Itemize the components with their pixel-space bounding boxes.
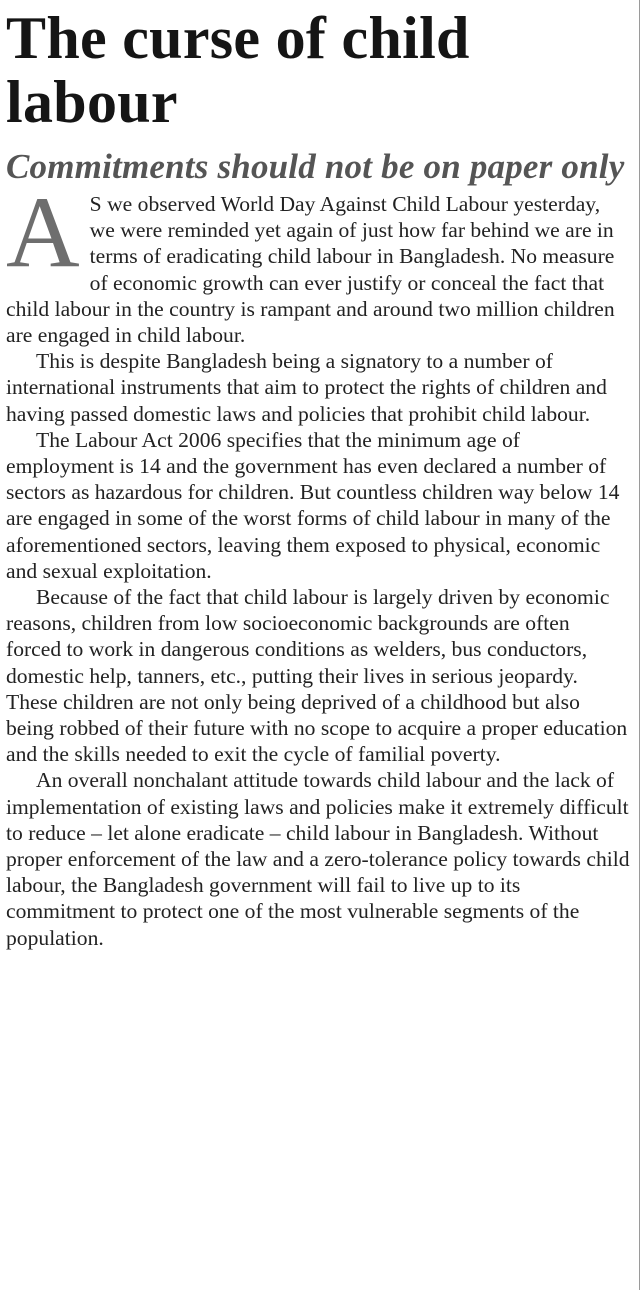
subheadline: Commitments should not be on paper only (6, 147, 625, 186)
paragraph-4: Because of the fact that child labour is largely driven by economic reasons, children from low socioeconomic backgrounds are often forced to work in dangerous conditions as welders, bus conductors, domestic help, tanners, etc., putting their lives in serious jeopardy. These children are not only being deprived of a childhood but also being robbed of their future with no scope to acquire a proper education and the skills needed to exit the cycle of familial poverty. (6, 585, 628, 767)
editorial-article (6, 6, 630, 951)
paragraph-5: An overall nonchalant attitude towards child labour and the lack of implementation of existing laws and policies make it extremely difficult to reduce – let alone eradicate – child labour in Bangladesh. Without proper enforcement of the law and a zero-tolerance policy towards child labour, the Bangladesh government will fail to live up to its commitment to protect one of the most vulnerable segments of the population. (6, 768, 630, 950)
paragraph-1-text: S we observed World Day Against Child Labour yesterday, we were reminded yet again of just how far behind we are in terms of eradicating child labour in Bangladesh. No measure of economic growth can ever justify or conceal the fact that child labour in the country is rampant and around two million children are engaged in child labour. (6, 192, 615, 348)
column-rule (639, 0, 640, 1290)
paragraph-1 (6, 176, 630, 348)
paragraph-2: This is despite Bangladesh being a signatory to a number of international instruments that aim to protect the rights of children and having passed domestic laws and policies that prohibit child labour. (6, 349, 607, 426)
headline: The curse of child labour (6, 5, 470, 135)
drop-cap: A (6, 176, 80, 289)
paragraph-3: The Labour Act 2006 specifies that the minimum age of employment is 14 and the government has even declared a number of sectors as hazardous for children. But countless children way below 14 are engaged in some of the worst forms of child labour in many of the aforementioned sectors, leaving them exposed to physical, economic and sexual exploitation. (6, 427, 620, 583)
article-body (6, 176, 630, 951)
